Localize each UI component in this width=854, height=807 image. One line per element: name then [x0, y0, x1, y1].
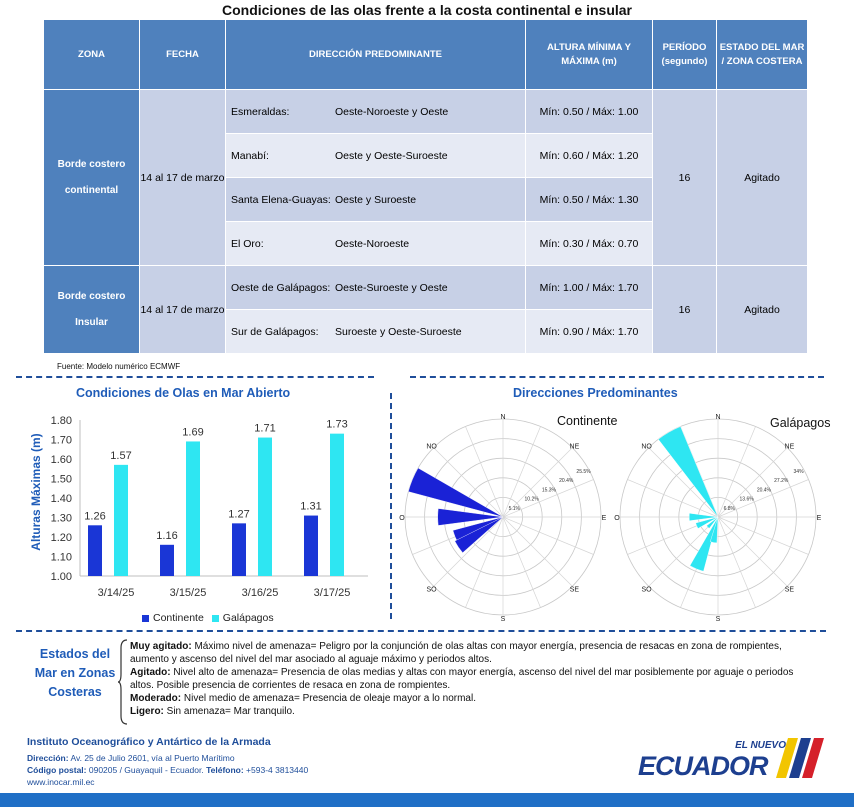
y-tick-label: 1.40 [50, 493, 72, 505]
direction-cell [226, 134, 526, 178]
rose-spoke [503, 517, 572, 586]
footer-bar [0, 793, 854, 807]
chart-legend [142, 612, 274, 624]
height-cell: Mín: 1.00 / Máx: 1.70 [526, 266, 653, 310]
height-cell: Mín: 0.90 / Máx: 1.70 [526, 310, 653, 354]
direction-value: Oeste-Suroeste y Oeste [335, 281, 448, 294]
direction-cell [226, 222, 526, 266]
rose-direction-label: E [816, 515, 822, 522]
height-cell: Mín: 0.50 / Máx: 1.00 [526, 90, 653, 134]
source-note: Fuente: Modelo numérico ECMWF [57, 362, 181, 371]
y-tick-label: 1.60 [50, 454, 72, 466]
rose-direction-label: S [500, 616, 506, 623]
rose-ring-label: 10.2% [524, 496, 539, 503]
sea-state-text: Nivel alto de amenaza= Presencia de olas medias y altas con mayor energía, ascenso del nivel del mar posiblemente por aguaje o periodos altos. Posible presencia de corrientes de resaca en zona de rompientes. [130, 667, 794, 691]
province-label: Manabí: [231, 149, 269, 162]
wave-conditions-table [43, 19, 808, 354]
rose-direction-label: N [715, 414, 721, 421]
state-cell: Agitado [717, 90, 808, 266]
date-cell: 14 al 17 de marzo [140, 266, 226, 354]
y-tick-label: 1.50 [50, 473, 72, 486]
height-cell: Mín: 0.30 / Máx: 0.70 [526, 222, 653, 266]
direction-value: Oeste-Noroeste [335, 237, 410, 250]
logo-top-text: EL NUEVO [735, 740, 786, 751]
zone-cell: Borde costero continental [44, 90, 140, 266]
footer [27, 736, 308, 788]
rose-chart-galapagos [611, 410, 826, 625]
divider-dashed [16, 376, 374, 378]
rose-ring-label: 15.3% [541, 487, 557, 494]
wave-chart-title: Condiciones de Olas en Mar Abierto [76, 386, 291, 400]
rose-petal [658, 427, 718, 518]
legend-label-galapagos: Galápagos [222, 612, 274, 624]
y-tick-label: 1.30 [50, 512, 72, 525]
y-tick-label: 1.00 [50, 571, 72, 583]
header-altura: ALTURA MÍNIMA Y MÁXIMA (m) [526, 20, 653, 90]
table-row [44, 266, 808, 310]
postal-value: 090205 / Guayaquil - Ecuador. [86, 765, 204, 775]
rose-ring-label: 34% [793, 468, 804, 475]
x-tick-label: 3/17/25 [313, 587, 351, 599]
rose-ring-label: 13.6% [739, 496, 754, 503]
rose-chart-continente [396, 410, 611, 625]
direction-value: Oeste y Oeste-Suroeste [335, 149, 448, 162]
rose-direction-label: SE [569, 586, 580, 594]
sea-state-label: Moderado: [130, 693, 182, 704]
phone-value: +593-4 3813440 [243, 765, 309, 775]
bar-continente [160, 545, 174, 576]
rose-direction-label: N [500, 414, 506, 421]
zone-cell: Borde costero Insular [44, 266, 140, 354]
rose-direction-label: NE [569, 443, 580, 451]
header-fecha: FECHA [140, 20, 226, 90]
rose-direction-label: NE [784, 443, 795, 451]
header-direccion: DIRECCIÓN PREDOMINANTE [226, 20, 526, 90]
divider-dashed-vertical [390, 393, 392, 619]
address-label: Dirección: [27, 753, 69, 763]
rose-title-galapagos: Galápagos [770, 416, 831, 430]
x-tick-label: 3/15/25 [169, 587, 207, 599]
footer-address [27, 752, 308, 764]
legend-swatch-continente [142, 615, 149, 622]
logo-main-text: ECUADOR [638, 751, 768, 781]
brace-icon [117, 638, 129, 726]
legend-label-continente: Continente [153, 612, 204, 624]
province-label: El Oro: [231, 237, 264, 250]
postal-label: Código postal: [27, 765, 87, 775]
y-tick-label: 1.80 [50, 415, 72, 427]
footer-contact [27, 764, 308, 776]
bar-value-label: 1.16 [156, 529, 178, 542]
x-tick-label: 3/16/25 [241, 587, 279, 599]
height-cell: Mín: 0.60 / Máx: 1.20 [526, 134, 653, 178]
header-zona: ZONA [44, 20, 140, 90]
province-label: Santa Elena-Guayas: [231, 193, 331, 206]
sea-state-item [130, 692, 810, 705]
phone-label: Teléfono: [203, 765, 244, 775]
rose-ring-label: 25.5% [576, 468, 591, 475]
direction-value: Oeste-Noroeste y Oeste [335, 105, 449, 118]
divider-dashed [410, 376, 824, 378]
rose-petal [408, 468, 503, 517]
rose-spoke [718, 517, 787, 586]
table-header-row [44, 20, 808, 90]
sea-state-text: Máximo nivel de amenaza= Peligro por la conjunción de olas altas con mayor energía, presencia de resacas en zona de rompientes, aumento y ascenso del nivel del mar asociado al aguaje máximo y periodos altos. [130, 641, 782, 665]
legend-swatch-galapagos [212, 615, 219, 622]
footer-website[interactable]: www.inocar.mil.ec [27, 777, 95, 787]
rose-direction-label: SO [426, 586, 437, 594]
sea-state-label: Agitado: [130, 667, 171, 678]
rose-direction-label: O [399, 515, 405, 522]
state-cell: Agitado [717, 266, 808, 354]
document-title: Condiciones de las olas frente a la costa continental e insular [221, 2, 632, 18]
period-cell: 16 [653, 266, 717, 354]
rose-direction-label: E [601, 515, 607, 522]
sea-state-label: Ligero: [130, 706, 164, 717]
bar-galpagos [258, 438, 272, 576]
rose-ring-label: 27.2% [774, 478, 789, 485]
bar-galpagos [186, 441, 200, 576]
rose-title-continente: Continente [557, 414, 618, 428]
height-cell: Mín: 0.50 / Máx: 1.30 [526, 178, 653, 222]
direction-value: Suroeste y Oeste-Suroeste [335, 325, 462, 338]
bar-value-label: 1.73 [326, 418, 348, 431]
y-tick-label: 1.20 [50, 532, 72, 544]
institution-name: Instituto Oceanográfico y Antártico de la Armada [27, 736, 271, 748]
sea-states-title: Estados del Mar en Zonas Costeras [34, 647, 116, 699]
direction-value: Oeste y Suroeste [335, 193, 417, 206]
direction-cell [226, 266, 526, 310]
sea-state-text: Sin amenaza= Mar tranquilo. [163, 706, 295, 717]
bar-galpagos [330, 434, 344, 576]
direction-cell [226, 178, 526, 222]
rose-direction-label: O [614, 515, 620, 522]
rose-direction-label: SO [641, 586, 652, 594]
sea-state-item [130, 640, 810, 666]
bar-value-label: 1.71 [254, 422, 276, 435]
bar-continente [88, 525, 102, 576]
header-estado: ESTADO DEL MAR / ZONA COSTERA [717, 20, 808, 90]
bar-value-label: 1.27 [228, 508, 250, 521]
date-cell: 14 al 17 de marzo [140, 90, 226, 266]
y-axis-label: Alturas Máximas (m) [29, 433, 43, 551]
header-periodo: PERÍODO (segundo) [653, 20, 717, 90]
y-tick-label: 1.10 [50, 551, 72, 564]
bar-continente [232, 523, 246, 576]
bar-chart [0, 400, 380, 632]
sea-state-label: Muy agitado: [130, 641, 192, 652]
el-nuevo-ecuador-logo [636, 734, 828, 782]
direction-cell [226, 90, 526, 134]
rose-direction-label: NO [426, 443, 437, 451]
rose-ring-label: 5.1% [508, 505, 521, 512]
bar-value-label: 1.57 [110, 449, 132, 462]
rose-direction-label: SE [784, 586, 795, 594]
province-label: Oeste de Galápagos: [231, 281, 331, 294]
rose-ring-label: 20.4% [559, 478, 574, 485]
rose-direction-label: NO [641, 443, 652, 451]
x-tick-label: 3/14/25 [97, 587, 135, 599]
direction-cell [226, 310, 526, 354]
sea-states-list [130, 640, 810, 718]
bar-value-label: 1.69 [182, 426, 204, 439]
province-label: Esmeraldas: [231, 105, 290, 118]
rose-direction-label: S [715, 616, 721, 623]
bar-galpagos [114, 465, 128, 576]
y-tick-label: 1.70 [50, 434, 72, 447]
rose-ring-label: 20.4% [756, 487, 772, 494]
period-cell: 16 [653, 90, 717, 266]
bar-continente [304, 516, 318, 576]
bar-value-label: 1.26 [84, 510, 106, 523]
directions-title: Direcciones Predominantes [513, 386, 678, 400]
table-row [44, 90, 808, 134]
address-value: Av. 25 de Julio 2601, vía al Puerto Marítimo [68, 753, 235, 763]
sea-state-text: Nivel medio de amenaza= Presencia de oleaje mayor a lo normal. [181, 693, 476, 704]
bar-value-label: 1.31 [300, 500, 322, 513]
rose-ring-label: 6.8% [723, 505, 736, 512]
sea-state-item [130, 666, 810, 692]
province-label: Sur de Galápagos: [231, 325, 319, 338]
sea-state-item [130, 705, 810, 718]
